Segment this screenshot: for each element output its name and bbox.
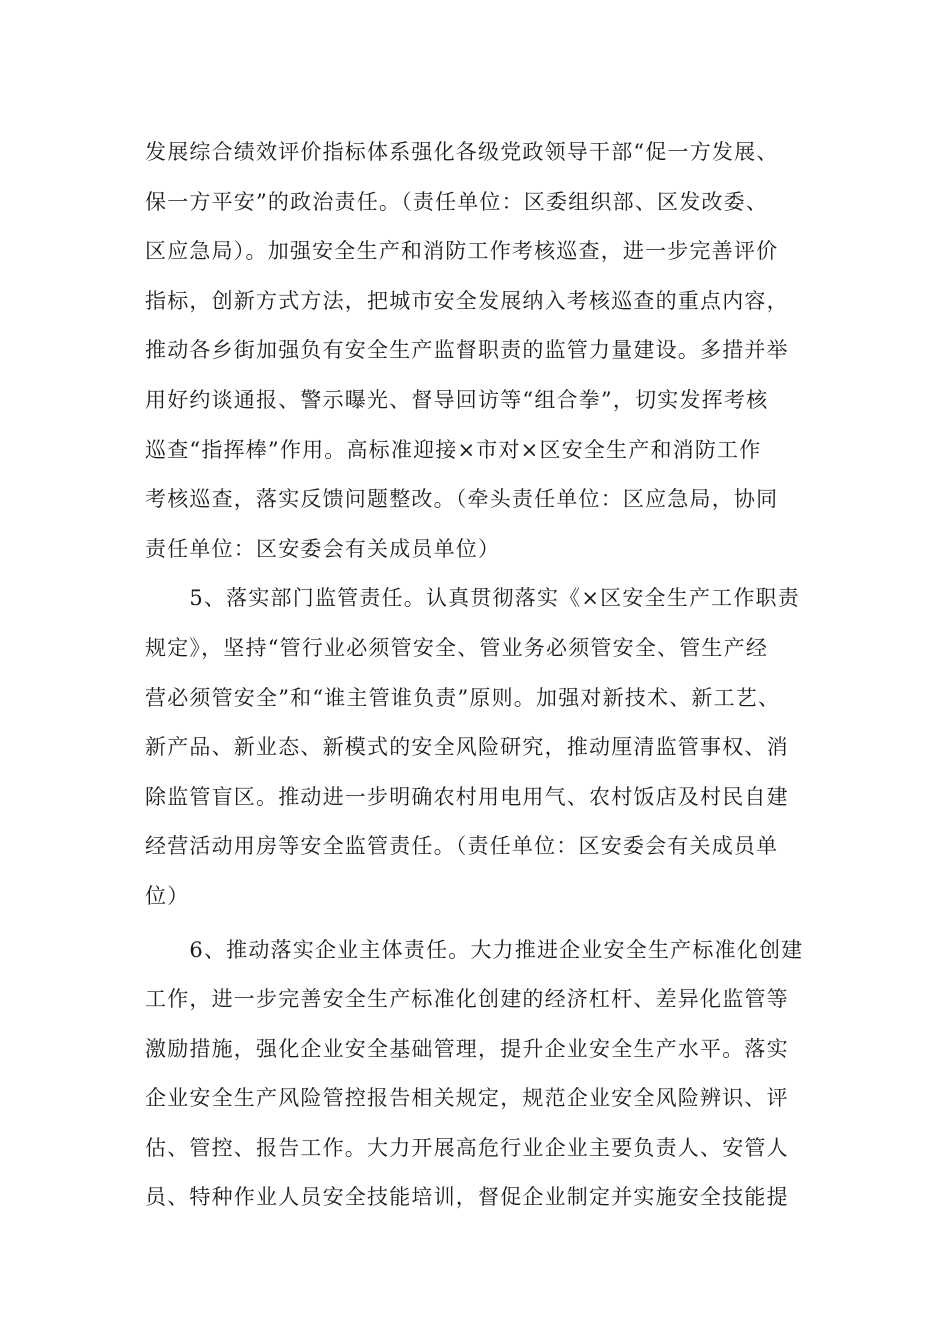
text-line: 工作，进一步完善安全生产标准化创建的经济杠杆、差异化监管等 <box>145 987 789 1012</box>
text-line: 推动各乡街加强负有安全生产监督职责的监管力量建设。多措并举 <box>145 338 789 363</box>
text-line: 位） <box>145 883 190 908</box>
text-line: 员、特种作业人员安全技能培训，督促企业制定并实施安全技能提 <box>145 1185 789 1210</box>
text-line: 巡查“指挥棒”作用。高标准迎接×市对×区安全生产和消防工作 <box>145 437 762 462</box>
text-line: 考核巡查，落实反馈问题整改。（牵头责任单位：区应急局，协同 <box>145 487 779 512</box>
text-line: 5、落实部门监管责任。认真贯彻落实《×区安全生产工作职责 <box>145 586 800 611</box>
text-line: 营必须管安全”和“谁主管谁负责”原则。加强对新技术、新工艺、 <box>145 685 781 710</box>
text-line: 除监管盲区。推动进一步明确农村用电用气、农村饭店及村民自建 <box>145 784 789 809</box>
text-line: 区应急局）。加强安全生产和消防工作考核巡查，进一步完善评价 <box>145 239 779 264</box>
paragraph-item-5 <box>145 574 825 921</box>
text-line: 激励措施，强化企业安全基础管理，提升企业安全生产水平。落实 <box>145 1036 789 1061</box>
text-line: 发展综合绩效评价指标体系强化各级党政领导干部“促一方发展、 <box>145 140 779 164</box>
paragraph-assessment <box>145 128 825 574</box>
text-line: 保一方平安”的政治责任。（责任单位：区委组织部、区发改委、 <box>145 189 769 214</box>
text-line: 6、推动落实企业主体责任。大力推进企业安全生产标准化创建 <box>145 937 804 962</box>
text-line: 新产品、新业态、新模式的安全风险研究，推动厘清监管事权、消 <box>145 735 789 760</box>
text-line: 企业安全生产风险管控报告相关规定，规范企业安全风险辨识、评 <box>145 1086 789 1111</box>
paragraph-item-6 <box>145 926 825 1224</box>
text-line: 规定》，坚持“管行业必须管安全、管业务必须管安全、管生产经 <box>145 635 769 660</box>
document-body <box>145 128 825 1223</box>
text-line: 用好约谈通报、警示曝光、督导回访等“组合拳”，切实发挥考核 <box>145 387 769 412</box>
text-line: 估、管控、报告工作。大力开展高危行业企业主要负责人、安管人 <box>145 1135 789 1160</box>
text-line: 经营活动用房等安全监管责任。（责任单位：区安委会有关成员单 <box>145 834 779 859</box>
text-line: 指标，创新方式方法，把城市安全发展纳入考核巡查的重点内容， <box>145 288 789 313</box>
text-line: 责任单位：区安委会有关成员单位） <box>145 536 501 561</box>
